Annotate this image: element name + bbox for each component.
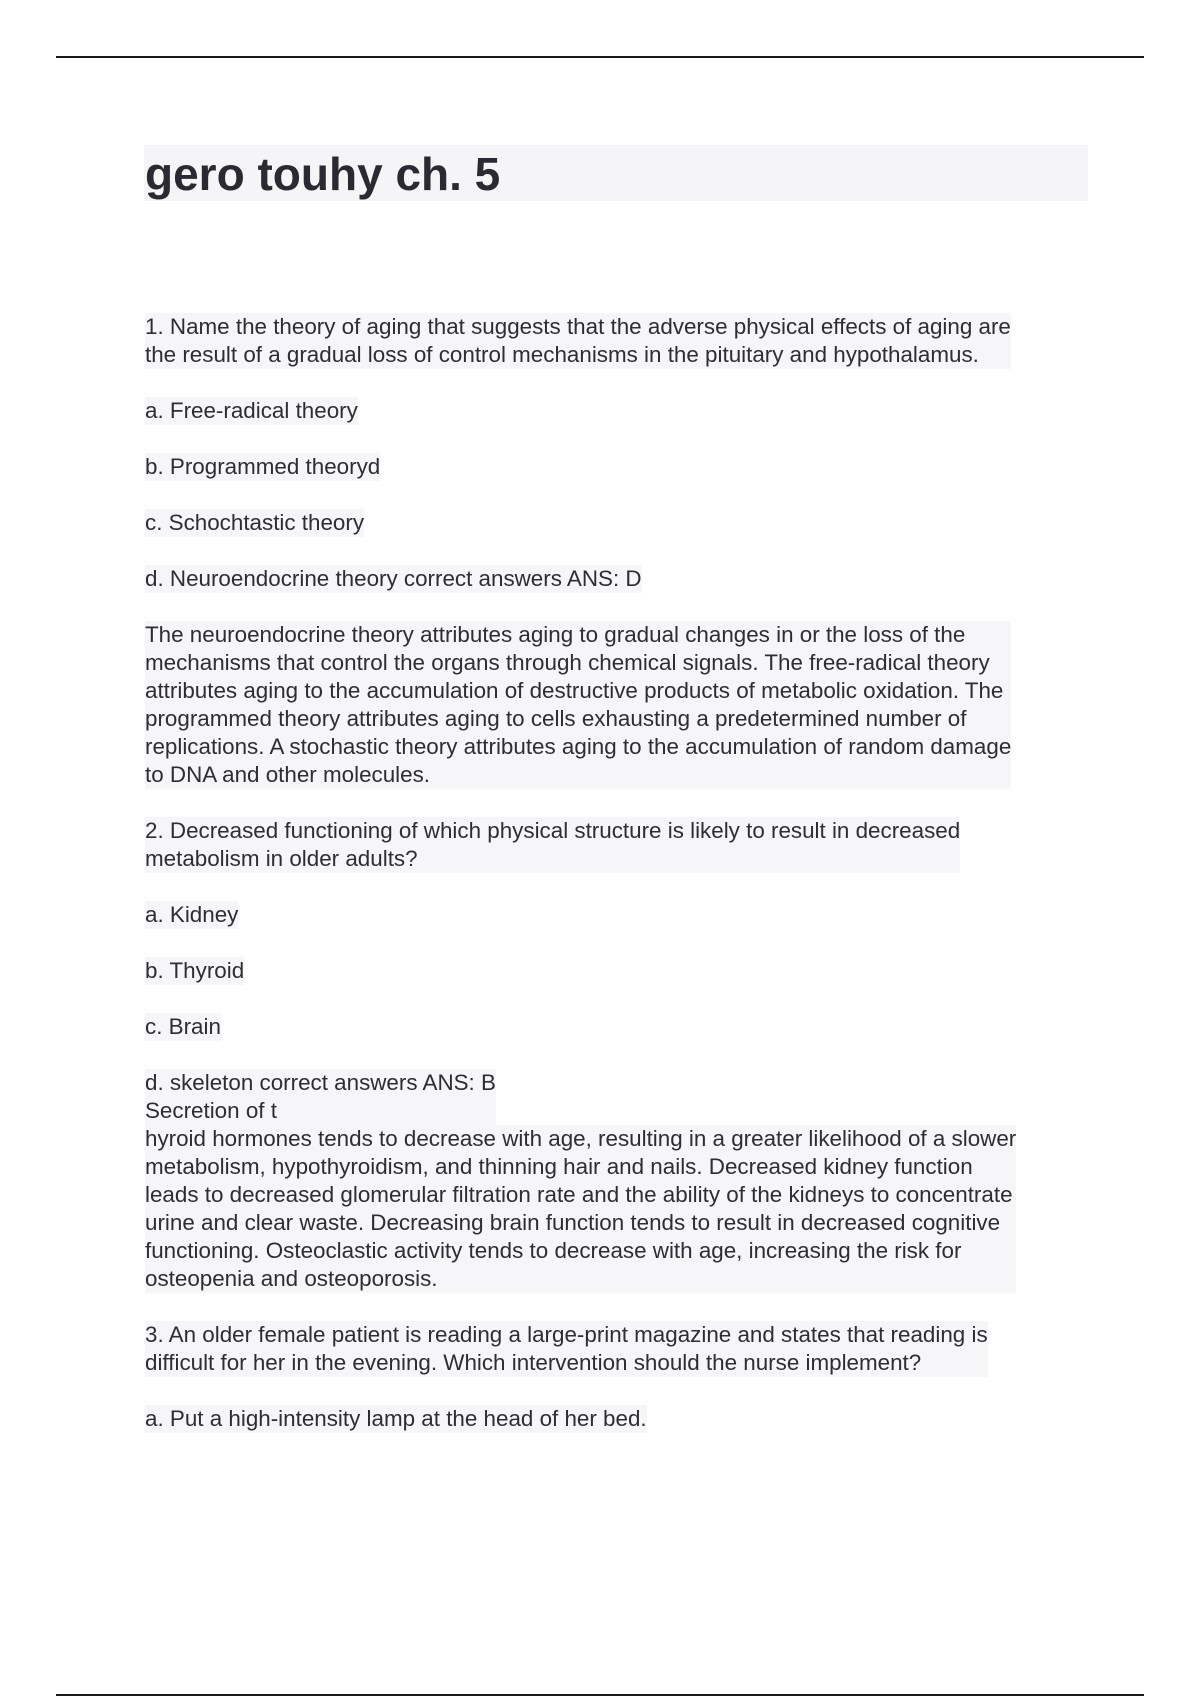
page-title: gero touhy ch. 5: [145, 148, 501, 200]
question-1-option-d-answer: d. Neuroendocrine theory correct answers ANS: D: [145, 566, 642, 591]
question-2-option-c: c. Brain: [145, 1014, 221, 1039]
question-1-option-a: a. Free-radical theory: [145, 398, 358, 423]
question-1-rationale: The neuroendocrine theory attributes aging to gradual changes in or the loss of the mechanisms that control the organs through chemical signals. The free-radical theory attributes aging to the accumulation of destructive products of metabolic oxidation. The programmed theory attributes aging to cells exhausting a predetermined number of replications. A stochastic theory attributes aging to the accumulation of random damage to DNA and other molecules.: [145, 622, 1012, 787]
question-1-option-b: b. Programmed theoryd: [145, 454, 381, 479]
question-2-rationale: hyroid hormones tends to decrease with age, resulting in a greater likelihood of a slower metabolism, hypothyroidism, and thinning hair and nails. Decreased kidney function leads to decreased glomerular filtration rate and the ability of the kidneys to concentrate urine and clear waste. Decreasing brain function tends to result in decreased cognitive functioning. Osteoclastic activity tends to decrease with age, increasing the risk for osteopenia and osteoporosis.: [145, 1126, 1017, 1291]
bottom-divider: [56, 1694, 1144, 1696]
question-1-stem: 1. Name the theory of aging that suggests that the adverse physical effects of aging are the result of a gradual loss of control mechanisms in the pituitary and hypothalamus.: [145, 314, 1011, 367]
question-2-option-a: a. Kidney: [145, 902, 239, 927]
document-body: [145, 313, 1090, 1461]
question-1-option-c: c. Schochtastic theory: [145, 510, 365, 535]
question-2-stem: 2. Decreased functioning of which physical structure is likely to result in decreased metabolism in older adults?: [145, 818, 961, 871]
question-3-option-a: a. Put a high-intensity lamp at the head of her bed.: [145, 1406, 647, 1431]
question-2-option-b: b. Thyroid: [145, 958, 245, 983]
question-2-option-d-answer: d. skeleton correct answers ANS: B Secretion of t: [145, 1070, 496, 1123]
question-3-stem: 3. An older female patient is reading a large-print magazine and states that reading is difficult for her in the evening. Which intervention should the nurse implement?: [145, 1322, 988, 1375]
top-divider: [56, 56, 1144, 58]
